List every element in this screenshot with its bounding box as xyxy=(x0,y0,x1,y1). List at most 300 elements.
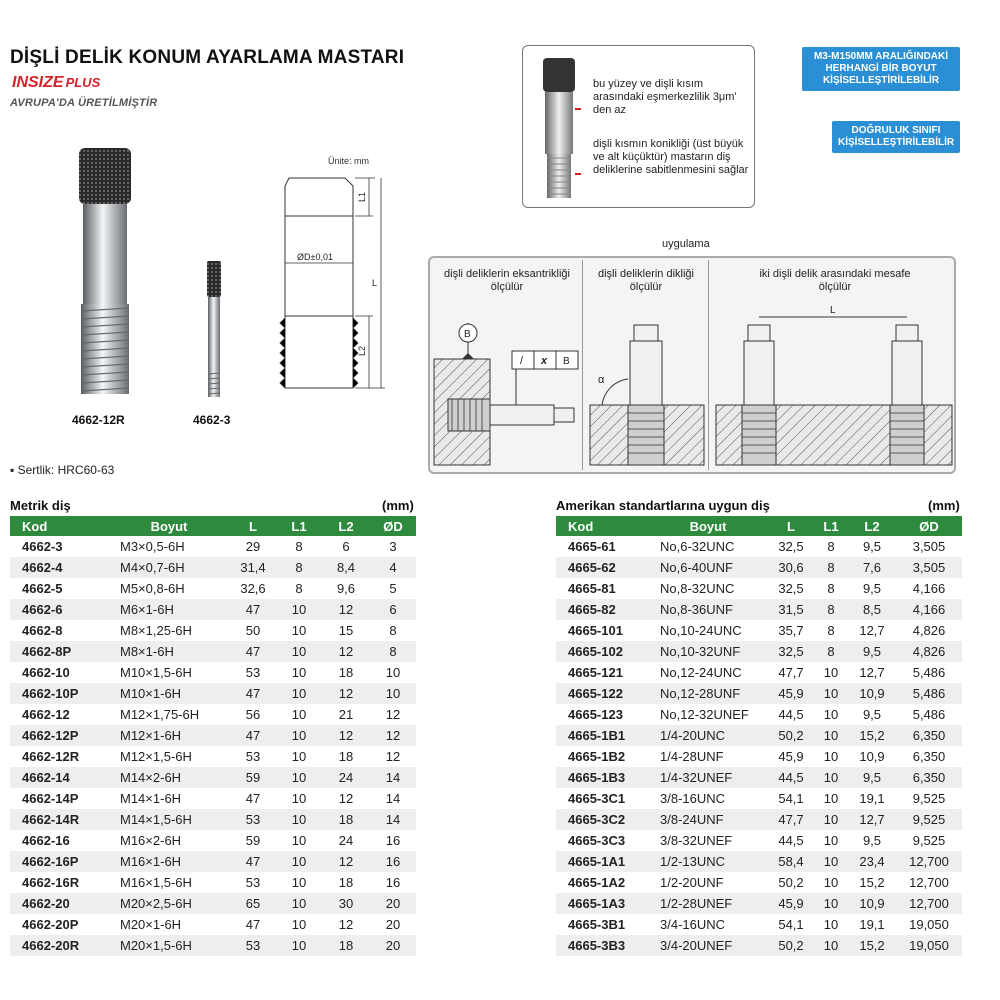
table-cell: 10 xyxy=(276,893,322,914)
table-cell: 47 xyxy=(230,851,276,872)
table-cell: 4662-10P xyxy=(10,683,108,704)
table-cell: 10 xyxy=(276,767,322,788)
application-title: uygulama xyxy=(662,238,710,250)
table-cell: 14 xyxy=(370,788,416,809)
column-header: ØD xyxy=(896,516,962,536)
table-row xyxy=(10,683,416,704)
table-row xyxy=(10,893,416,914)
table-cell: 59 xyxy=(230,767,276,788)
table-cell: No,8-32UNC xyxy=(648,578,768,599)
table-cell: 10,9 xyxy=(848,893,896,914)
table-row xyxy=(10,536,416,557)
table-cell: No,10-24UNC xyxy=(648,620,768,641)
table-cell: 32,5 xyxy=(768,578,814,599)
column-header: Kod xyxy=(10,516,108,536)
table-cell: 10 xyxy=(276,704,322,725)
table-cell: M20×1,5-6H xyxy=(108,935,230,956)
table-cell: 4662-6 xyxy=(10,599,108,620)
table-cell: 8 xyxy=(814,599,848,620)
table-cell: 18 xyxy=(322,935,370,956)
l-label: L xyxy=(372,278,378,288)
table-cell: 12 xyxy=(322,725,370,746)
table-cell: 6,350 xyxy=(896,767,962,788)
table-row xyxy=(556,620,962,641)
l2-label: L2 xyxy=(357,345,367,356)
table-cell: 15,2 xyxy=(848,935,896,956)
table-cell: 4665-62 xyxy=(556,557,648,578)
panel-perpendicularity-label: dişli deliklerin dikliği ölçülür xyxy=(598,268,694,293)
table-cell: 4665-101 xyxy=(556,620,648,641)
table-cell: M20×2,5-6H xyxy=(108,893,230,914)
table-cell: 10 xyxy=(276,662,322,683)
table-cell: 4665-3B3 xyxy=(556,935,648,956)
table-row xyxy=(10,935,416,956)
table-cell: 10,9 xyxy=(848,683,896,704)
table-cell: M3×0,5-6H xyxy=(108,536,230,557)
table-cell: M12×1-6H xyxy=(108,725,230,746)
table-cell: 8,5 xyxy=(848,599,896,620)
unit-label: Ünite: mm xyxy=(328,156,370,166)
table-cell: 12 xyxy=(370,725,416,746)
table-cell: M10×1,5-6H xyxy=(108,662,230,683)
table-cell: 4662-8P xyxy=(10,641,108,662)
table-cell: 12 xyxy=(322,641,370,662)
table-cell: 4662-16R xyxy=(10,872,108,893)
column-header: L2 xyxy=(848,516,896,536)
table-cell: 3/4-20UNEF xyxy=(648,935,768,956)
table-cell: 47 xyxy=(230,788,276,809)
table-cell: 19,1 xyxy=(848,914,896,935)
table-row xyxy=(556,914,962,935)
table-cell: 8 xyxy=(814,536,848,557)
table-cell: 4662-12 xyxy=(10,704,108,725)
table-row xyxy=(10,599,416,620)
table-cell: 9,5 xyxy=(848,830,896,851)
table-cell: 10 xyxy=(276,599,322,620)
column-header: ØD xyxy=(370,516,416,536)
table-row xyxy=(10,851,416,872)
table-cell: 9,525 xyxy=(896,830,962,851)
table-cell: 10 xyxy=(276,851,322,872)
table-row xyxy=(556,767,962,788)
table-row xyxy=(556,578,962,599)
table-cell: 53 xyxy=(230,935,276,956)
table-cell: 18 xyxy=(322,872,370,893)
table-cell: 10 xyxy=(276,683,322,704)
table-cell: 5,486 xyxy=(896,704,962,725)
brand-suffix: PLUS xyxy=(65,75,101,90)
table-cell: 3/4-16UNC xyxy=(648,914,768,935)
table-cell: 10 xyxy=(814,704,848,725)
table-cell: 10 xyxy=(276,746,322,767)
column-header: L xyxy=(230,516,276,536)
table-cell: 4,166 xyxy=(896,599,962,620)
table-cell: 6,350 xyxy=(896,746,962,767)
table-row xyxy=(10,620,416,641)
table-cell: 19,1 xyxy=(848,788,896,809)
table-cell: 24 xyxy=(322,767,370,788)
table-cell: 1/2-20UNF xyxy=(648,872,768,893)
table-cell: 6,350 xyxy=(896,725,962,746)
table-cell: 12 xyxy=(322,788,370,809)
gauge-detail-image xyxy=(539,54,579,204)
table-cell: 12,700 xyxy=(896,893,962,914)
table-cell: 4665-122 xyxy=(556,683,648,704)
table-cell: 3/8-16UNC xyxy=(648,788,768,809)
table-row xyxy=(10,767,416,788)
table-cell: 50 xyxy=(230,620,276,641)
application-frame xyxy=(428,256,956,474)
table-cell: 65 xyxy=(230,893,276,914)
diameter-label: ØD±0,01 xyxy=(297,252,333,262)
table-cell: 9,5 xyxy=(848,578,896,599)
table-cell: 50,2 xyxy=(768,725,814,746)
metric-table-title: Metrik diş xyxy=(10,498,71,513)
table-cell: 53 xyxy=(230,746,276,767)
table-cell: 4662-14R xyxy=(10,809,108,830)
table-cell: 47 xyxy=(230,725,276,746)
table-cell: 10 xyxy=(814,851,848,872)
table-cell: 9,5 xyxy=(848,536,896,557)
table-cell: 47 xyxy=(230,599,276,620)
table-cell: M4×0,7-6H xyxy=(108,557,230,578)
table-cell: 9,5 xyxy=(848,704,896,725)
table-cell: 32,5 xyxy=(768,641,814,662)
table-cell: 53 xyxy=(230,662,276,683)
table-row xyxy=(556,746,962,767)
column-header: Boyut xyxy=(108,516,230,536)
table-row xyxy=(10,914,416,935)
table-cell: 4665-121 xyxy=(556,662,648,683)
table-cell: 15,2 xyxy=(848,725,896,746)
table-cell: 16 xyxy=(370,830,416,851)
gauge-4662-12r-image xyxy=(70,145,140,400)
table-row xyxy=(10,578,416,599)
product-caption-4662-12r: 4662-12R xyxy=(72,413,125,427)
table-row xyxy=(556,704,962,725)
table-cell: 10 xyxy=(814,767,848,788)
table-cell: 10 xyxy=(276,809,322,830)
table-cell: 4665-3C1 xyxy=(556,788,648,809)
table-cell: 4662-3 xyxy=(10,536,108,557)
table-row xyxy=(10,788,416,809)
application-diagrams xyxy=(432,305,956,473)
table-cell: 10 xyxy=(814,725,848,746)
table-cell: 9,5 xyxy=(848,767,896,788)
table-cell: 47 xyxy=(230,683,276,704)
taper-note: dişli kısmın konikliği (üst büyük ve alt küçüktür) mastarın diş deliklerine sabitlenmesini sağlar xyxy=(593,138,749,176)
table-cell: 8 xyxy=(276,578,322,599)
table-cell: 10,9 xyxy=(848,746,896,767)
table-row xyxy=(10,809,416,830)
table-cell: M16×2-6H xyxy=(108,830,230,851)
product-caption-4662-3: 4662-3 xyxy=(193,413,231,427)
table-cell: 15 xyxy=(322,620,370,641)
table-cell: M5×0,8-6H xyxy=(108,578,230,599)
table-cell: 4662-20R xyxy=(10,935,108,956)
table-cell: M14×1-6H xyxy=(108,788,230,809)
table-row xyxy=(556,683,962,704)
dimension-drawing xyxy=(275,168,390,400)
table-cell: 1/2-13UNC xyxy=(648,851,768,872)
hardness-text: Sertlik: HRC60-63 xyxy=(17,463,115,477)
table-cell: 24 xyxy=(322,830,370,851)
table-cell: 12 xyxy=(370,704,416,725)
table-cell: 21 xyxy=(322,704,370,725)
table-row xyxy=(556,851,962,872)
table-cell: 6 xyxy=(322,536,370,557)
table-cell: 4665-81 xyxy=(556,578,648,599)
table-cell: 8 xyxy=(276,557,322,578)
table-cell: 3,505 xyxy=(896,557,962,578)
table-cell: 12,700 xyxy=(896,872,962,893)
column-header: L2 xyxy=(322,516,370,536)
table-cell: 12 xyxy=(322,851,370,872)
table-cell: 10 xyxy=(814,683,848,704)
page-title: DİŞLİ DELİK KONUM AYARLAMA MASTARI xyxy=(10,47,405,68)
metric-thread-table xyxy=(10,516,416,956)
fcf-runout-symbol: / xyxy=(520,355,524,367)
column-header: Boyut xyxy=(648,516,768,536)
table-cell: 14 xyxy=(370,809,416,830)
table-cell: 45,9 xyxy=(768,746,814,767)
table-cell: 4,826 xyxy=(896,620,962,641)
table-cell: 10 xyxy=(814,662,848,683)
table-row xyxy=(10,641,416,662)
table-cell: 10 xyxy=(276,620,322,641)
table-cell: M12×1,5-6H xyxy=(108,746,230,767)
table-cell: 4662-12P xyxy=(10,725,108,746)
table-cell: 4665-1B2 xyxy=(556,746,648,767)
table-cell: 5,486 xyxy=(896,662,962,683)
table-cell: 4662-8 xyxy=(10,620,108,641)
table-cell: 53 xyxy=(230,872,276,893)
table-cell: 4 xyxy=(370,557,416,578)
table-cell: 59 xyxy=(230,830,276,851)
table-cell: 56 xyxy=(230,704,276,725)
table-cell: 4662-12R xyxy=(10,746,108,767)
table-cell: M14×2-6H xyxy=(108,767,230,788)
table-cell: 18 xyxy=(322,809,370,830)
table-row xyxy=(10,830,416,851)
us-thread-table xyxy=(556,516,962,956)
table-row xyxy=(556,557,962,578)
table-cell: 31,4 xyxy=(230,557,276,578)
table-cell: 45,9 xyxy=(768,893,814,914)
table-row xyxy=(10,704,416,725)
datum-b-label: B xyxy=(464,329,471,340)
table-cell: No,12-24UNC xyxy=(648,662,768,683)
table-row xyxy=(10,662,416,683)
table-row xyxy=(556,893,962,914)
table-cell: 4662-20P xyxy=(10,914,108,935)
table-cell: 8 xyxy=(370,620,416,641)
table-row xyxy=(556,830,962,851)
table-cell: 31,5 xyxy=(768,599,814,620)
table-cell: 6 xyxy=(370,599,416,620)
table-cell: 10 xyxy=(370,662,416,683)
table-cell: 4665-1B3 xyxy=(556,767,648,788)
gauge-4662-3-image xyxy=(202,258,226,400)
table-cell: 7,6 xyxy=(848,557,896,578)
table-cell: 10 xyxy=(814,830,848,851)
table-cell: M16×1,5-6H xyxy=(108,872,230,893)
angle-alpha-label: α xyxy=(598,374,605,386)
table-cell: 54,1 xyxy=(768,914,814,935)
table-cell: 4665-1A3 xyxy=(556,893,648,914)
table-cell: M8×1-6H xyxy=(108,641,230,662)
table-cell: 9,5 xyxy=(848,641,896,662)
metric-table-unit: (mm) xyxy=(382,498,414,513)
custom-size-badge: M3-M150MM ARALIĞINDAKİ HERHANGİ BİR BOYUT KİŞİSELLEŞTİRİLEBİLİR xyxy=(802,47,960,91)
table-cell: 35,7 xyxy=(768,620,814,641)
fcf-tolerance: x xyxy=(541,355,548,367)
table-cell: 30,6 xyxy=(768,557,814,578)
table-cell: 4665-61 xyxy=(556,536,648,557)
table-cell: 18 xyxy=(322,662,370,683)
table-cell: 18 xyxy=(322,746,370,767)
table-cell: 4662-5 xyxy=(10,578,108,599)
table-cell: 12 xyxy=(322,914,370,935)
table-cell: 44,5 xyxy=(768,704,814,725)
brand-logo xyxy=(12,74,100,92)
table-cell: 10 xyxy=(276,914,322,935)
table-cell: 16 xyxy=(370,872,416,893)
us-table-unit: (mm) xyxy=(928,498,960,513)
table-cell: 10 xyxy=(276,872,322,893)
table-cell: 9,525 xyxy=(896,809,962,830)
table-row xyxy=(10,872,416,893)
column-header: L1 xyxy=(276,516,322,536)
table-cell: 4665-1A1 xyxy=(556,851,648,872)
table-cell: 32,5 xyxy=(768,536,814,557)
table-cell: 3/8-32UNEF xyxy=(648,830,768,851)
table-cell: 54,1 xyxy=(768,788,814,809)
table-row xyxy=(556,662,962,683)
table-cell: 8 xyxy=(276,536,322,557)
table-cell: 12 xyxy=(322,599,370,620)
table-cell: No,10-32UNF xyxy=(648,641,768,662)
table-cell: 4665-102 xyxy=(556,641,648,662)
table-cell: 45,9 xyxy=(768,683,814,704)
table-cell: 10 xyxy=(370,683,416,704)
table-row xyxy=(556,935,962,956)
table-cell: 12 xyxy=(322,683,370,704)
table-cell: 9,6 xyxy=(322,578,370,599)
table-cell: 4662-16 xyxy=(10,830,108,851)
table-cell: 3/8-24UNF xyxy=(648,809,768,830)
table-row xyxy=(556,641,962,662)
table-cell: 10 xyxy=(276,830,322,851)
table-cell: 4,826 xyxy=(896,641,962,662)
table-cell: 16 xyxy=(370,851,416,872)
table-cell: 4665-3C2 xyxy=(556,809,648,830)
table-cell: 47 xyxy=(230,641,276,662)
table-cell: 8 xyxy=(370,641,416,662)
table-cell: 23,4 xyxy=(848,851,896,872)
table-cell: M14×1,5-6H xyxy=(108,809,230,830)
table-cell: M8×1,25-6H xyxy=(108,620,230,641)
table-cell: 10 xyxy=(276,935,322,956)
feature-callout xyxy=(522,45,755,208)
panel-distance-label: iki dişli delik arasındaki mesafe ölçülür xyxy=(759,268,911,293)
table-row xyxy=(10,725,416,746)
table-cell: 4662-14P xyxy=(10,788,108,809)
table-cell: 47 xyxy=(230,914,276,935)
table-cell: 1/2-28UNEF xyxy=(648,893,768,914)
table-cell: 14 xyxy=(370,767,416,788)
table-cell: 19,050 xyxy=(896,914,962,935)
panel-eccentricity-label: dişli deliklerin eksantrikliği ölçülür xyxy=(444,268,570,293)
table-row xyxy=(556,788,962,809)
table-cell: 4665-3B1 xyxy=(556,914,648,935)
table-cell: No,12-32UNEF xyxy=(648,704,768,725)
table-cell: M10×1-6H xyxy=(108,683,230,704)
table-cell: M12×1,75-6H xyxy=(108,704,230,725)
table-cell: 4665-3C3 xyxy=(556,830,648,851)
table-cell: 4665-123 xyxy=(556,704,648,725)
table-cell: 10 xyxy=(814,935,848,956)
table-cell: M6×1-6H xyxy=(108,599,230,620)
table-row xyxy=(10,557,416,578)
made-in-europe: AVRUPA'DA ÜRETİLMİŞTİR xyxy=(10,97,158,109)
table-cell: 10 xyxy=(276,641,322,662)
table-cell: 4665-82 xyxy=(556,599,648,620)
table-cell: 30 xyxy=(322,893,370,914)
table-row xyxy=(10,746,416,767)
table-cell: 4665-1B1 xyxy=(556,725,648,746)
table-cell: 10 xyxy=(814,809,848,830)
table-cell: 44,5 xyxy=(768,767,814,788)
table-cell: M16×1-6H xyxy=(108,851,230,872)
fcf-datum: B xyxy=(563,356,570,367)
table-cell: 32,6 xyxy=(230,578,276,599)
brand-name: INSIZE xyxy=(12,74,64,91)
column-header: L1 xyxy=(814,516,848,536)
table-cell: M20×1-6H xyxy=(108,914,230,935)
table-row xyxy=(556,599,962,620)
table-cell: 15,2 xyxy=(848,872,896,893)
us-table-title: Amerikan standartlarına uygun diş xyxy=(556,498,770,513)
table-cell: 47,7 xyxy=(768,662,814,683)
table-cell: No,6-40UNF xyxy=(648,557,768,578)
table-cell: 10 xyxy=(814,893,848,914)
l1-label: L1 xyxy=(357,191,367,202)
table-cell: 10 xyxy=(814,914,848,935)
table-cell: 4662-10 xyxy=(10,662,108,683)
table-cell: No,12-28UNF xyxy=(648,683,768,704)
table-cell: 20 xyxy=(370,935,416,956)
table-cell: 8 xyxy=(814,557,848,578)
table-cell: 10 xyxy=(814,746,848,767)
table-cell: No,6-32UNC xyxy=(648,536,768,557)
table-cell: No,8-36UNF xyxy=(648,599,768,620)
table-cell: 50,2 xyxy=(768,935,814,956)
table-cell: 20 xyxy=(370,914,416,935)
table-cell: 12,7 xyxy=(848,809,896,830)
table-cell: 20 xyxy=(370,893,416,914)
table-cell: 58,4 xyxy=(768,851,814,872)
column-header: Kod xyxy=(556,516,648,536)
table-row xyxy=(556,536,962,557)
table-cell: 44,5 xyxy=(768,830,814,851)
concentricity-note: bu yüzey ve dişli kısım arasındaki eşmerkezlilik 3μm' den az xyxy=(593,78,737,116)
table-cell: 5 xyxy=(370,578,416,599)
table-cell: 1/4-20UNC xyxy=(648,725,768,746)
table-cell: 4662-14 xyxy=(10,767,108,788)
table-row xyxy=(556,872,962,893)
table-cell: 8 xyxy=(814,578,848,599)
